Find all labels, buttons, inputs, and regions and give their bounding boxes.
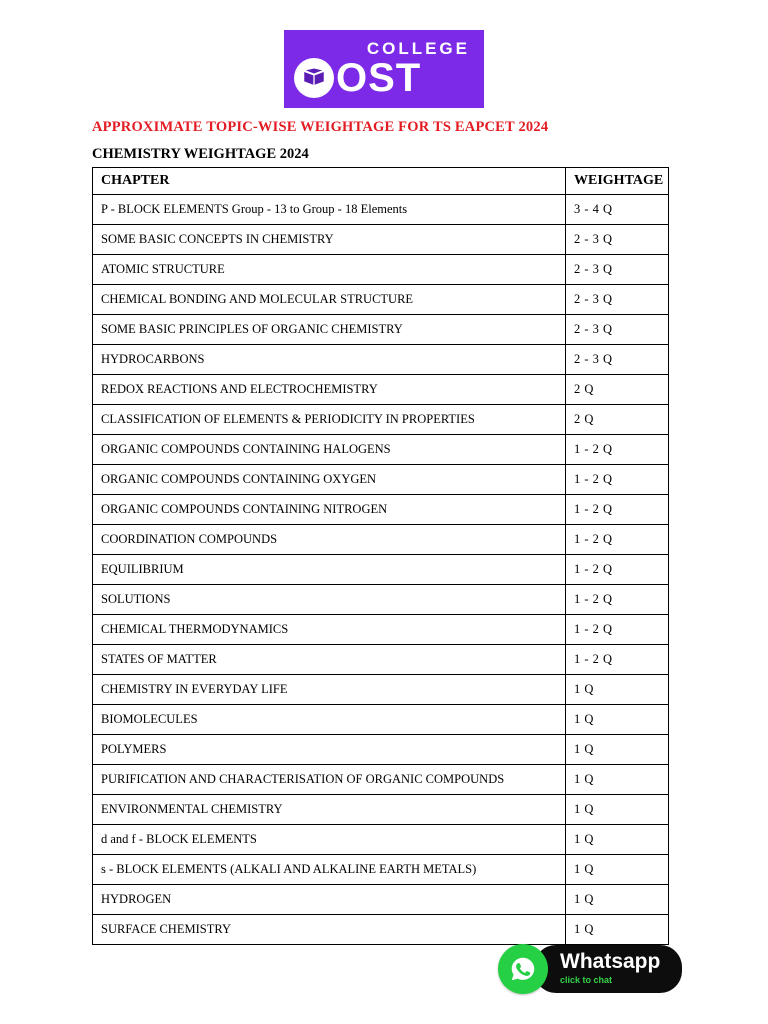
chapter-cell: CLASSIFICATION OF ELEMENTS & PERIODICITY IN PROPERTIES [93,405,566,435]
column-header-weightage: WEIGHTAGE [566,168,669,195]
weightage-table [92,167,668,945]
chapter-cell: SOLUTIONS [93,585,566,615]
chapter-cell: ATOMIC STRUCTURE [93,255,566,285]
chapter-cell: ENVIRONMENTAL CHEMISTRY [93,795,566,825]
weightage-cell: 1 Q [566,885,669,915]
table-row [93,255,669,285]
chapter-cell: ORGANIC COMPOUNDS CONTAINING HALOGENS [93,435,566,465]
weightage-cell: 1 - 2 Q [566,645,669,675]
whatsapp-click-to-chat: click to chat [560,974,613,985]
chapter-cell: EQUILIBRIUM [93,555,566,585]
weightage-cell: 3 - 4 Q [566,195,669,225]
weightage-cell: 1 - 2 Q [566,435,669,465]
weightage-cell: 1 Q [566,705,669,735]
chapter-cell: COORDINATION COMPOUNDS [93,525,566,555]
table-row [93,435,669,465]
chapter-cell: HYDROGEN [93,885,566,915]
chapter-cell: ORGANIC COMPOUNDS CONTAINING NITROGEN [93,495,566,525]
chapter-cell: HYDROCARBONS [93,345,566,375]
page-title: APPROXIMATE TOPIC-WISE WEIGHTAGE FOR TS EAPCET 2024 [92,119,549,135]
table-row [93,735,669,765]
table-row [93,525,669,555]
weightage-cell: 1 Q [566,825,669,855]
table-row [93,885,669,915]
table-row [93,405,669,435]
table-row [93,465,669,495]
chapter-cell: d and f - BLOCK ELEMENTS [93,825,566,855]
column-header-chapter: CHAPTER [93,168,566,195]
chapter-cell: s - BLOCK ELEMENTS (ALKALI AND ALKALINE EARTH METALS) [93,855,566,885]
chapter-cell: SOME BASIC PRINCIPLES OF ORGANIC CHEMISTRY [93,315,566,345]
section-title: CHEMISTRY WEIGHTAGE 2024 [92,146,309,162]
table-row [93,195,669,225]
chapter-cell: BIOMOLECULES [93,705,566,735]
table-row [93,855,669,885]
weightage-cell: 1 Q [566,855,669,885]
table-row [93,615,669,645]
chapter-cell: STATES OF MATTER [93,645,566,675]
collegedost-logo [284,30,484,108]
table-row [93,915,669,945]
weightage-table-body [93,195,669,945]
open-book-icon [294,58,334,98]
weightage-cell: 2 - 3 Q [566,255,669,285]
table-row [93,375,669,405]
chapter-cell: P - BLOCK ELEMENTS Group - 13 to Group - 18 Elements [93,195,566,225]
weightage-cell: 2 - 3 Q [566,285,669,315]
weightage-cell: 2 - 3 Q [566,345,669,375]
weightage-cell: 1 Q [566,915,669,945]
weightage-cell: 2 Q [566,375,669,405]
chapter-cell: CHEMICAL BONDING AND MOLECULAR STRUCTURE [93,285,566,315]
weightage-cell: 1 Q [566,735,669,765]
table-row [93,585,669,615]
weightage-cell: 1 - 2 Q [566,555,669,585]
whatsapp-chat-button[interactable] [534,945,682,992]
weightage-cell: 1 - 2 Q [566,525,669,555]
table-header-row [93,168,669,195]
table-row [93,675,669,705]
table-row [93,795,669,825]
table-row [93,825,669,855]
table-row [93,555,669,585]
logo-dost-row [294,56,474,101]
table-row [93,645,669,675]
weightage-cell: 2 - 3 Q [566,315,669,345]
chapter-cell: SOME BASIC CONCEPTS IN CHEMISTRY [93,225,566,255]
weightage-cell: 1 Q [566,795,669,825]
table-row [93,345,669,375]
table-row [93,495,669,525]
logo-college-text: COLLEGE [366,38,470,58]
chapter-cell: REDOX REACTIONS AND ELECTROCHEMISTRY [93,375,566,405]
weightage-cell: 1 Q [566,675,669,705]
weightage-cell: 1 - 2 Q [566,495,669,525]
weightage-cell: 1 - 2 Q [566,465,669,495]
chapter-cell: POLYMERS [93,735,566,765]
whatsapp-chat-widget[interactable] [498,944,682,994]
table-row [93,765,669,795]
weightage-cell: 1 - 2 Q [566,615,669,645]
chapter-cell: CHEMISTRY IN EVERYDAY LIFE [93,675,566,705]
whatsapp-label: Whatsapp [560,950,661,974]
weightage-cell: 1 - 2 Q [566,585,669,615]
chapter-cell: SURFACE CHEMISTRY [93,915,566,945]
table-row [93,225,669,255]
weightage-cell: 1 Q [566,765,669,795]
chapter-cell: ORGANIC COMPOUNDS CONTAINING OXYGEN [93,465,566,495]
whatsapp-icon[interactable] [498,944,548,994]
table-row [93,285,669,315]
chapter-cell: PURIFICATION AND CHARACTERISATION OF ORGANIC COMPOUNDS [93,765,566,795]
chapter-cell: CHEMICAL THERMODYNAMICS [93,615,566,645]
weightage-cell: 2 - 3 Q [566,225,669,255]
weightage-cell: 2 Q [566,405,669,435]
table-row [93,705,669,735]
logo-ost-text: OST [336,56,422,101]
table-row [93,315,669,345]
